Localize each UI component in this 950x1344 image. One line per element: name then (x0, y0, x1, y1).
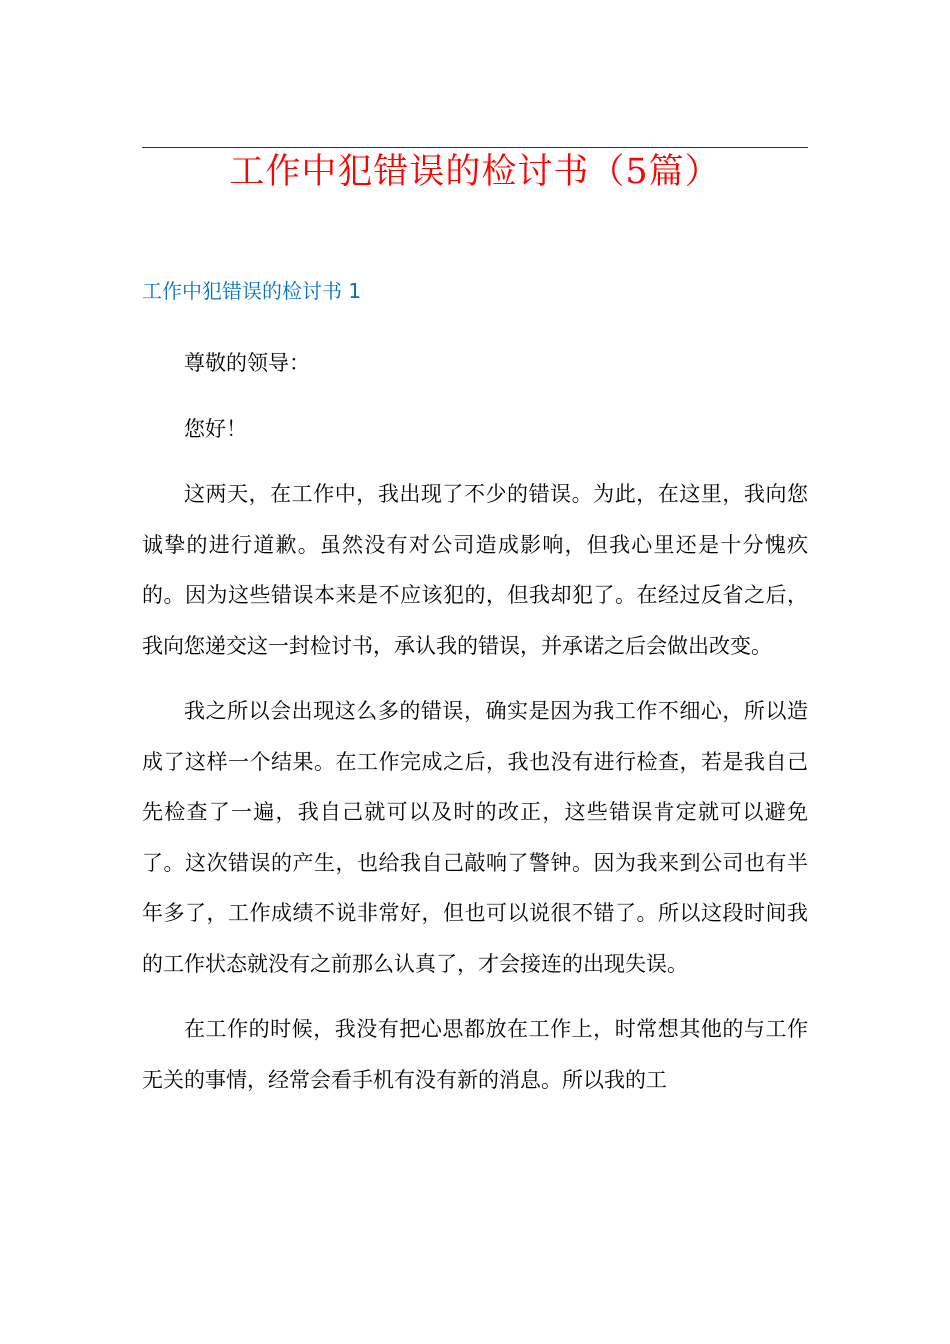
document-title: 工作中犯错误的检讨书（5篇） (229, 152, 721, 192)
header-rule (142, 147, 808, 148)
letter-body (142, 338, 808, 1120)
paragraph-2: 我之所以会出现这么多的错误，确实是因为我工作不细心，所以造成了这样一个结果。在工作完成之后，我也没有进行检查，若是我自己先检查了一遍，我自己就可以及时的改正，这些错误肯定就可以避免了。这次错误的产生，也给我自己敲响了警钟。因为我来到公司也有半年多了，工作成绩不说非常好，但也可以说很不错了。所以这段时间我的工作状态就没有之前那么认真了，才会接连的出现失误。 (142, 699, 808, 976)
salutation: 尊敬的领导： (184, 351, 310, 375)
paragraph-3: 在工作的时候，我没有把心思都放在工作上，时常想其他的与工作无关的事情，经常会看手机有没有新的消息。所以我的工 (142, 1017, 808, 1092)
greeting: 您好！ (184, 416, 247, 441)
paragraph-1: 这两天，在工作中，我出现了不少的错误。为此，在这里，我向您诚挚的进行道歉。虽然没有对公司造成影响，但我心里还是十分愧疚的。因为这些错误本来是不应该犯的，但我却犯了。在经过反省之后，我向您递交这一封检讨书，承认我的错误，并承诺之后会做出改变。 (142, 482, 808, 658)
section-heading: 工作中犯错误的检讨书 1 (142, 279, 362, 303)
